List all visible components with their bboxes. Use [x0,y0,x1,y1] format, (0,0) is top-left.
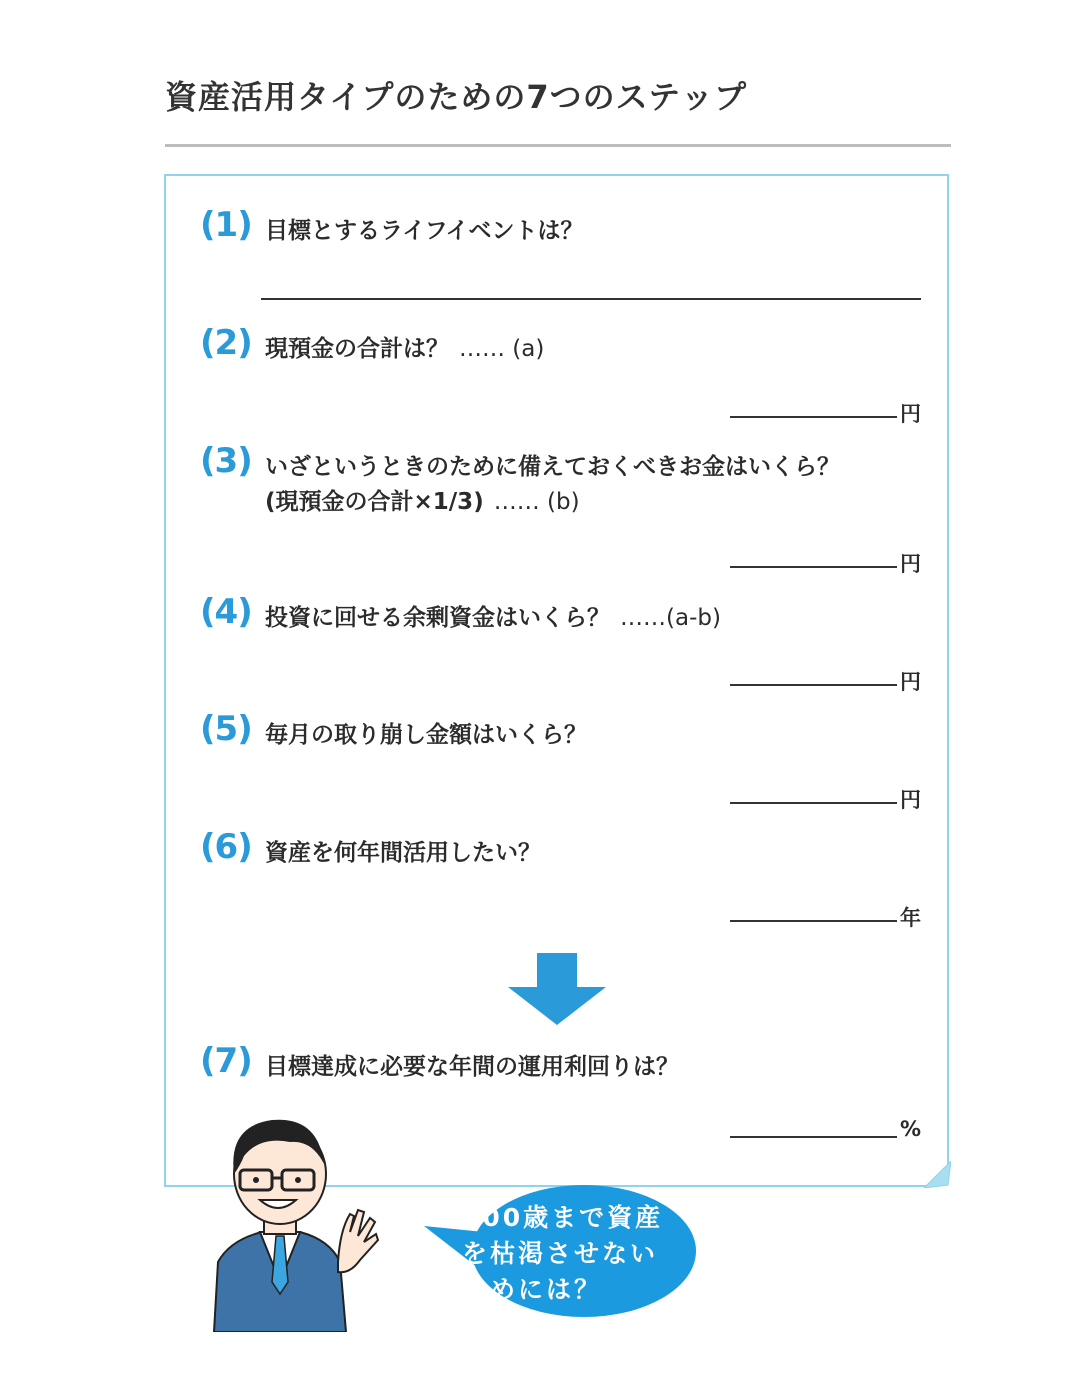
down-arrow-icon [508,953,606,1025]
page-fold-corner [924,1161,951,1188]
step-question: 目標とするライフイベントは？ [265,218,584,244]
unit-label: 年 [900,906,921,930]
title-divider [165,144,951,147]
answer-line-7[interactable] [730,1136,897,1138]
unit-label: % [900,1117,922,1141]
answer-line-1[interactable] [261,298,921,300]
step-number: (5) [200,709,252,749]
step-question: 投資に回せる余剰資金はいくら？ ……(a-b) [265,605,721,631]
step-number: (1) [200,205,252,245]
step-suffix: …… (a) [459,336,545,362]
page-title: 資産活用タイプのための7つのステップ [165,78,748,116]
unit-label: 円 [900,788,921,812]
step-suffix: ……(a-b) [620,605,721,631]
step-number: (7) [200,1041,252,1081]
speech-bubble-text: 100歳まで資産 を枯渇させない ためには？ [462,1203,664,1304]
step-number: (2) [200,323,252,363]
unit-label: 円 [900,670,921,694]
answer-line-4[interactable] [730,684,897,686]
answer-line-3[interactable] [730,566,897,568]
step-question: 目標達成に必要な年間の運用利回りは？ [265,1054,679,1080]
step-suffix: …… (b) [493,489,580,515]
step-number: (3) [200,441,252,481]
step-number: (6) [200,827,252,867]
step-question: いざというときのために備えておくべきお金はいくら？ [265,454,840,480]
step-question-line2: (現預金の合計×1/3) …… (b) [265,489,580,515]
answer-line-5[interactable] [730,802,897,804]
step-question: 毎月の取り崩し金額はいくら？ [265,722,587,748]
step-number: (4) [200,592,252,632]
unit-label: 円 [900,552,921,576]
step-question: 資産を何年間活用したい？ [265,840,541,866]
unit-label: 円 [900,402,921,426]
worksheet-frame [164,174,949,1187]
advisor-illustration [200,1112,390,1332]
step-question: 現預金の合計は？ …… (a) [265,336,545,362]
answer-line-6[interactable] [730,920,897,922]
answer-line-2[interactable] [730,416,897,418]
